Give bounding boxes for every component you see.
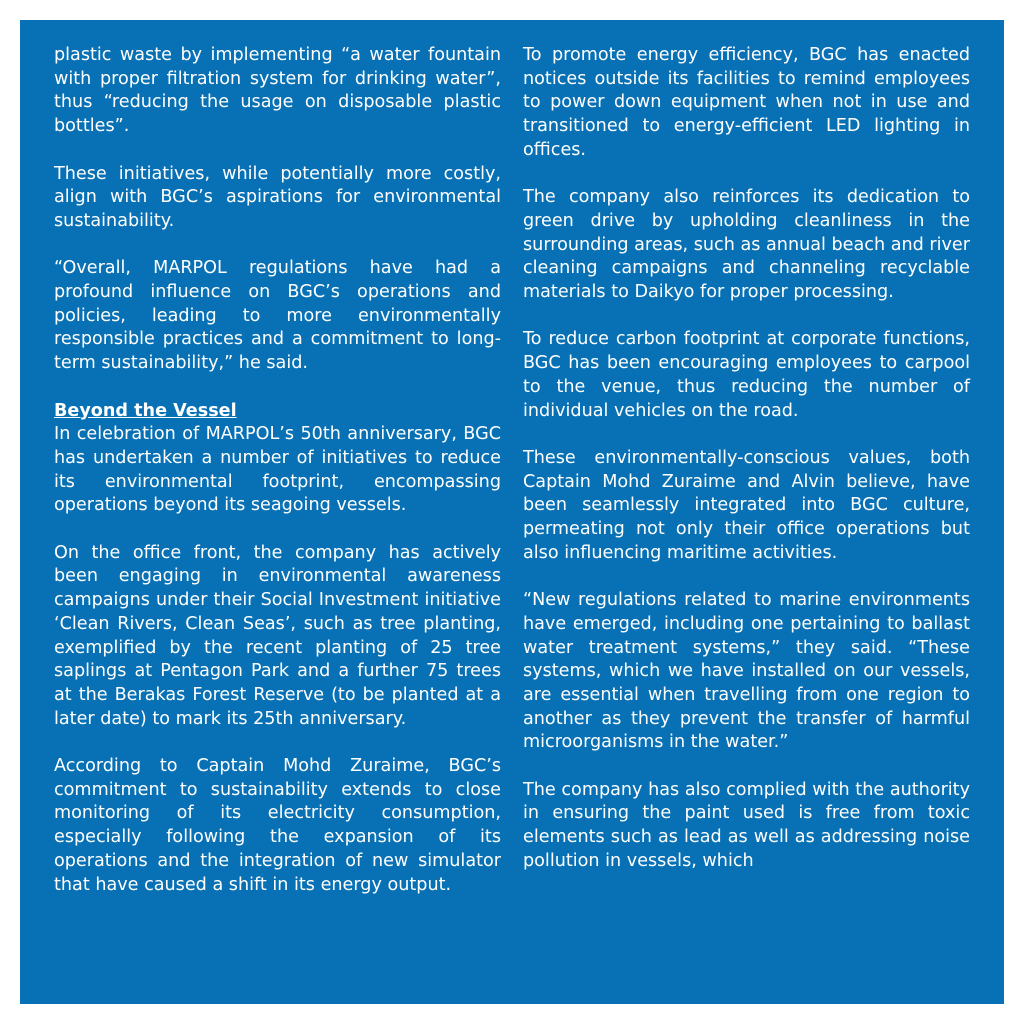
right-paragraph-4: These environmentally-conscious values, both Captain Mohd Zuraime and Alvin believe, have been seamlessly integrated into BGC culture, permeating not only their office operations but also influencing maritime activities. [523, 447, 970, 563]
article-page [20, 20, 1004, 1004]
right-paragraph-5: “New regulations related to marine environments have emerged, including one pertaining to ballast water treatment systems,” they said. “These systems, which we have installed on our vessels, are essential when travelling from one region to another as they prevent the transfer of harmful microorganisms in the water.” [523, 590, 970, 753]
right-paragraph-3: To reduce carbon footprint at corporate functions, BGC has been encouraging employees to carpool to the venue, thus reducing the number of individual vehicles on the road. [523, 329, 970, 421]
right-paragraph-2: The company also reinforces its dedication to green drive by upholding cleanliness in the surrounding areas, such as annual beach and river cleaning campaigns and channeling recyclable materials to Daikyo for proper processing. [523, 187, 970, 303]
left-paragraph-4: In celebration of MARPOL’s 50th anniversary, BGC has undertaken a number of initiatives to reduce its environmental footprint, encompassing operations beyond its seagoing vessels. [54, 424, 501, 516]
left-paragraph-5: On the office front, the company has actively been engaging in environmental awareness campaigns under their Social Investment initiative ‘Clean Rivers, Clean Seas’, such as tree planting, exemplified by the recent planting of 25 tree saplings at Pentagon Park and a further 75 trees at the Berakas Forest Reserve (to be planted at a later date) to mark its 25th anniversary. [54, 542, 501, 729]
left-paragraph-6: According to Captain Mohd Zuraime, BGC’s commitment to sustainability extends to close monitoring of its electricity consumption, especially following the expansion of its operations and the integration of new simulator that have caused a shift in its energy output. [54, 756, 501, 895]
right-paragraph-1: To promote energy efficiency, BGC has enacted notices outside its facilities to remind employees to power down equipment when not in use and transitioned to energy-efficient LED lighting in offices. [523, 45, 970, 160]
left-paragraph-2: These initiatives, while potentially more costly, align with BGC’s aspirations for environmental sustainability. [54, 163, 501, 231]
right-paragraph-6: The company has also complied with the authority in ensuring the paint used is free from toxic elements such as lead as well as addressing noise pollution in vessels, which [523, 779, 970, 871]
left-paragraph-1: plastic waste by implementing “a water fountain with proper filtration system for drinking water”, thus “reducing the usage on disposable plastic bottles”. [54, 45, 501, 137]
section-heading: Beyond the Vessel [54, 400, 237, 421]
left-column [54, 44, 501, 897]
left-paragraph-3: “Overall, MARPOL regulations have had a profound influence on BGC’s operations and policies, leading to more environmentally responsible practices and a commitment to long-term sustainability,” he said. [54, 258, 501, 374]
right-column [523, 44, 970, 874]
